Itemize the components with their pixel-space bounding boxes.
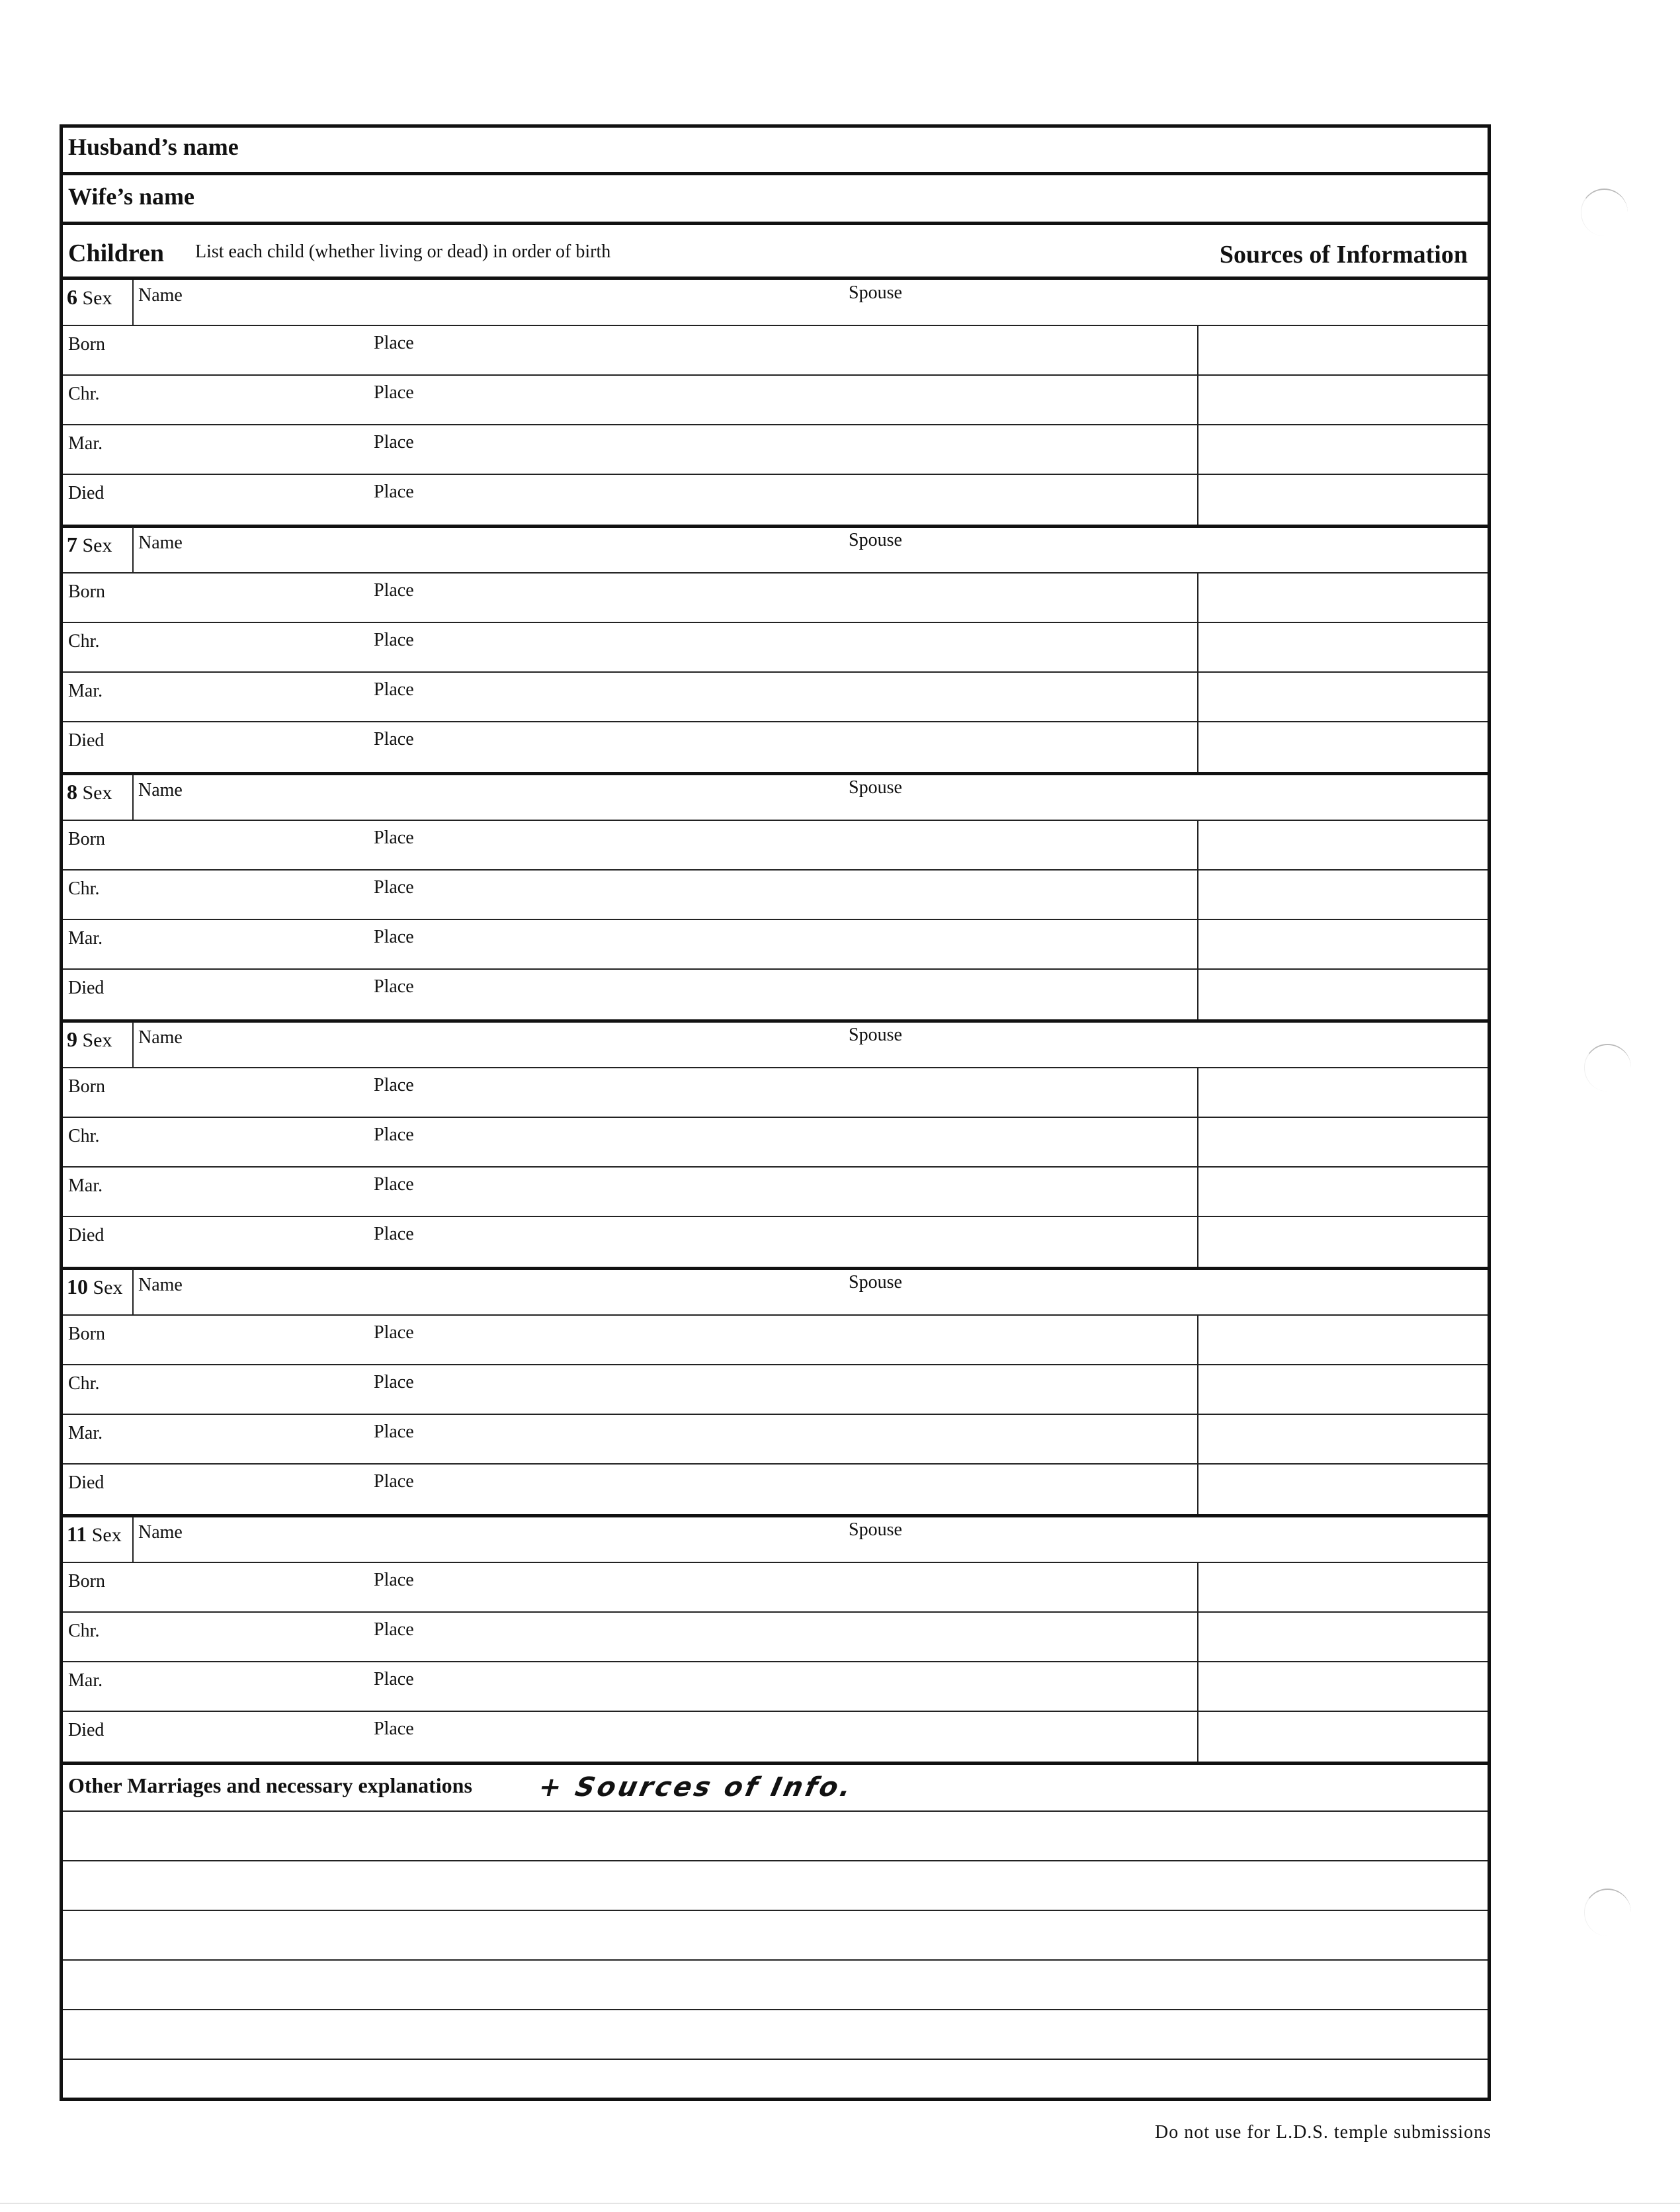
writing-line[interactable]: [63, 1910, 1488, 1911]
family-group-record-form: [60, 124, 1491, 2101]
event-row[interactable]: [63, 1415, 1488, 1465]
punch-hole-bottom: [1584, 1889, 1631, 1936]
name-label: Name: [138, 1522, 183, 1543]
sources-cell-divider: [1197, 574, 1198, 622]
child-block: [63, 280, 1488, 528]
event-row[interactable]: [63, 871, 1488, 920]
spouse-label: Spouse: [849, 282, 902, 303]
event-row[interactable]: [63, 821, 1488, 871]
child-block: [63, 1517, 1488, 1765]
child-number-sex: [67, 1522, 122, 1547]
child-number-sex: [67, 285, 112, 310]
sources-cell-divider: [1197, 1168, 1198, 1216]
place-label: Place: [374, 927, 414, 947]
place-label: Place: [374, 1075, 414, 1095]
divider: [132, 775, 134, 820]
divider: [132, 1269, 134, 1314]
sources-cell-divider: [1197, 475, 1198, 525]
event-row[interactable]: [63, 1168, 1488, 1217]
sex-label: Sex: [82, 287, 112, 309]
event-row[interactable]: [63, 623, 1488, 673]
sources-title: Sources of Information: [1219, 241, 1468, 269]
place-label: Place: [374, 1224, 414, 1244]
child-name-row[interactable]: [63, 1269, 1488, 1316]
divider: [132, 527, 134, 572]
place-label: Place: [374, 382, 414, 403]
place-label: Place: [374, 630, 414, 650]
child-number: 10: [67, 1275, 88, 1298]
event-row[interactable]: [63, 1563, 1488, 1613]
event-label: Mar.: [68, 1175, 103, 1196]
event-row[interactable]: [63, 970, 1488, 1019]
event-row[interactable]: [63, 1068, 1488, 1118]
event-label: Died: [68, 1720, 105, 1740]
writing-line[interactable]: [63, 1959, 1488, 1961]
event-label: Chr.: [68, 384, 100, 404]
child-name-row[interactable]: [63, 775, 1488, 821]
sources-cell-divider: [1197, 1465, 1198, 1514]
sources-cell-divider: [1197, 1563, 1198, 1611]
child-number-sex: [67, 532, 112, 557]
spouse-label: Spouse: [849, 1519, 902, 1540]
punch-hole-middle: [1584, 1044, 1631, 1091]
sources-cell-divider: [1197, 673, 1198, 721]
sources-cell-divider: [1197, 1415, 1198, 1463]
page-edge: [0, 2203, 1680, 2204]
name-label: Name: [138, 532, 183, 553]
name-label: Name: [138, 1275, 183, 1295]
child-block: [63, 1269, 1488, 1517]
children-instructions: List each child (whether living or dead) in order of birth: [195, 241, 611, 262]
event-row[interactable]: [63, 1465, 1488, 1514]
event-row[interactable]: [63, 1613, 1488, 1662]
writing-line[interactable]: [63, 2059, 1488, 2060]
child-name-row[interactable]: [63, 1022, 1488, 1068]
wife-name-row[interactable]: [63, 177, 1488, 225]
sources-cell-divider: [1197, 722, 1198, 772]
child-number: 6: [67, 285, 77, 309]
sources-cell-divider: [1197, 1316, 1198, 1364]
place-label: Place: [374, 976, 414, 997]
child-block: [63, 1022, 1488, 1270]
child-name-row[interactable]: [63, 1517, 1488, 1563]
sources-cell-divider: [1197, 1662, 1198, 1711]
event-label: Born: [68, 1324, 105, 1344]
event-row[interactable]: [63, 1217, 1488, 1267]
event-row[interactable]: [63, 673, 1488, 722]
sex-label: Sex: [93, 1277, 123, 1298]
place-label: Place: [374, 729, 414, 749]
handwritten-note: + Sources of Info.: [536, 1772, 857, 1803]
sex-label: Sex: [82, 782, 112, 804]
place-label: Place: [374, 1570, 414, 1590]
place-label: Place: [374, 877, 414, 898]
footer-note: Do not use for L.D.S. temple submissions: [1155, 2122, 1491, 2143]
event-label: Born: [68, 1571, 105, 1592]
event-label: Mar.: [68, 928, 103, 949]
event-row[interactable]: [63, 1365, 1488, 1415]
event-label: Died: [68, 1472, 105, 1493]
event-row[interactable]: [63, 1712, 1488, 1762]
event-label: Mar.: [68, 1423, 103, 1443]
child-number: 9: [67, 1027, 77, 1051]
event-row[interactable]: [63, 326, 1488, 376]
spouse-label: Spouse: [849, 1272, 902, 1293]
child-number-sex: [67, 1275, 123, 1299]
sources-cell-divider: [1197, 376, 1198, 424]
name-label: Name: [138, 780, 183, 800]
sex-label: Sex: [91, 1524, 122, 1546]
event-label: Mar.: [68, 433, 103, 454]
event-label: Born: [68, 334, 105, 355]
children-header: [63, 227, 1488, 280]
sources-cell-divider: [1197, 425, 1198, 474]
event-label: Born: [68, 581, 105, 602]
event-row[interactable]: [63, 574, 1488, 623]
child-number: 11: [67, 1522, 87, 1546]
place-label: Place: [374, 1174, 414, 1195]
punch-hole-top: [1581, 189, 1628, 236]
child-name-row[interactable]: [63, 527, 1488, 574]
spouse-label: Spouse: [849, 777, 902, 798]
sources-cell-divider: [1197, 871, 1198, 919]
event-label: Mar.: [68, 681, 103, 701]
sources-cell-divider: [1197, 1365, 1198, 1414]
place-label: Place: [374, 679, 414, 700]
sex-label: Sex: [82, 1029, 112, 1051]
child-number-sex: [67, 1027, 112, 1052]
writing-line[interactable]: [63, 2009, 1488, 2010]
other-marriages-section: [63, 1765, 1488, 2098]
event-label: Born: [68, 1076, 105, 1097]
event-label: Chr.: [68, 1373, 100, 1394]
children-title: Children: [68, 239, 165, 267]
writing-line[interactable]: [63, 1810, 1488, 1812]
event-row[interactable]: [63, 722, 1488, 772]
sources-cell-divider: [1197, 920, 1198, 968]
place-label: Place: [374, 1372, 414, 1392]
event-row[interactable]: [63, 920, 1488, 970]
event-label: Died: [68, 730, 105, 751]
child-name-row[interactable]: [63, 280, 1488, 326]
place-label: Place: [374, 1719, 414, 1739]
sex-label: Sex: [82, 534, 112, 556]
name-label: Name: [138, 1027, 183, 1048]
place-label: Place: [374, 482, 414, 502]
place-label: Place: [374, 1322, 414, 1343]
event-label: Chr.: [68, 1621, 100, 1641]
sources-cell-divider: [1197, 970, 1198, 1019]
sources-cell-divider: [1197, 1068, 1198, 1117]
event-row[interactable]: [63, 376, 1488, 425]
place-label: Place: [374, 580, 414, 601]
event-row[interactable]: [63, 1316, 1488, 1365]
child-number: 8: [67, 780, 77, 804]
wife-name-label: Wife’s name: [68, 183, 194, 210]
husband-name-label: Husband’s name: [68, 134, 239, 160]
event-label: Chr.: [68, 631, 100, 652]
writing-line[interactable]: [63, 1860, 1488, 1861]
event-label: Died: [68, 1225, 105, 1246]
sources-cell-divider: [1197, 821, 1198, 869]
sources-cell-divider: [1197, 1712, 1198, 1762]
sources-cell-divider: [1197, 623, 1198, 671]
event-label: Chr.: [68, 1126, 100, 1146]
event-row[interactable]: [63, 475, 1488, 525]
divider: [132, 1517, 134, 1562]
event-label: Chr.: [68, 878, 100, 899]
event-label: Born: [68, 829, 105, 849]
divider: [132, 1022, 134, 1067]
event-label: Died: [68, 483, 105, 503]
place-label: Place: [374, 828, 414, 848]
child-number-sex: [67, 780, 112, 804]
event-row[interactable]: [63, 425, 1488, 475]
event-row[interactable]: [63, 1118, 1488, 1168]
place-label: Place: [374, 1422, 414, 1442]
divider: [132, 280, 134, 325]
child-number: 7: [67, 532, 77, 556]
event-row[interactable]: [63, 1662, 1488, 1712]
event-label: Died: [68, 978, 105, 998]
other-marriages-title: Other Marriages and necessary explanations: [68, 1773, 472, 1797]
place-label: Place: [374, 432, 414, 452]
sources-cell-divider: [1197, 1118, 1198, 1166]
place-label: Place: [374, 1669, 414, 1689]
sources-cell-divider: [1197, 1217, 1198, 1267]
child-block: [63, 775, 1488, 1023]
sources-cell-divider: [1197, 1613, 1198, 1661]
sources-cell-divider: [1197, 326, 1198, 374]
place-label: Place: [374, 1619, 414, 1640]
place-label: Place: [374, 333, 414, 353]
spouse-label: Spouse: [849, 530, 902, 550]
event-label: Mar.: [68, 1670, 103, 1691]
spouse-label: Spouse: [849, 1025, 902, 1045]
place-label: Place: [374, 1125, 414, 1145]
child-block: [63, 527, 1488, 775]
name-label: Name: [138, 285, 183, 306]
place-label: Place: [374, 1471, 414, 1492]
husband-name-row[interactable]: [63, 128, 1488, 175]
